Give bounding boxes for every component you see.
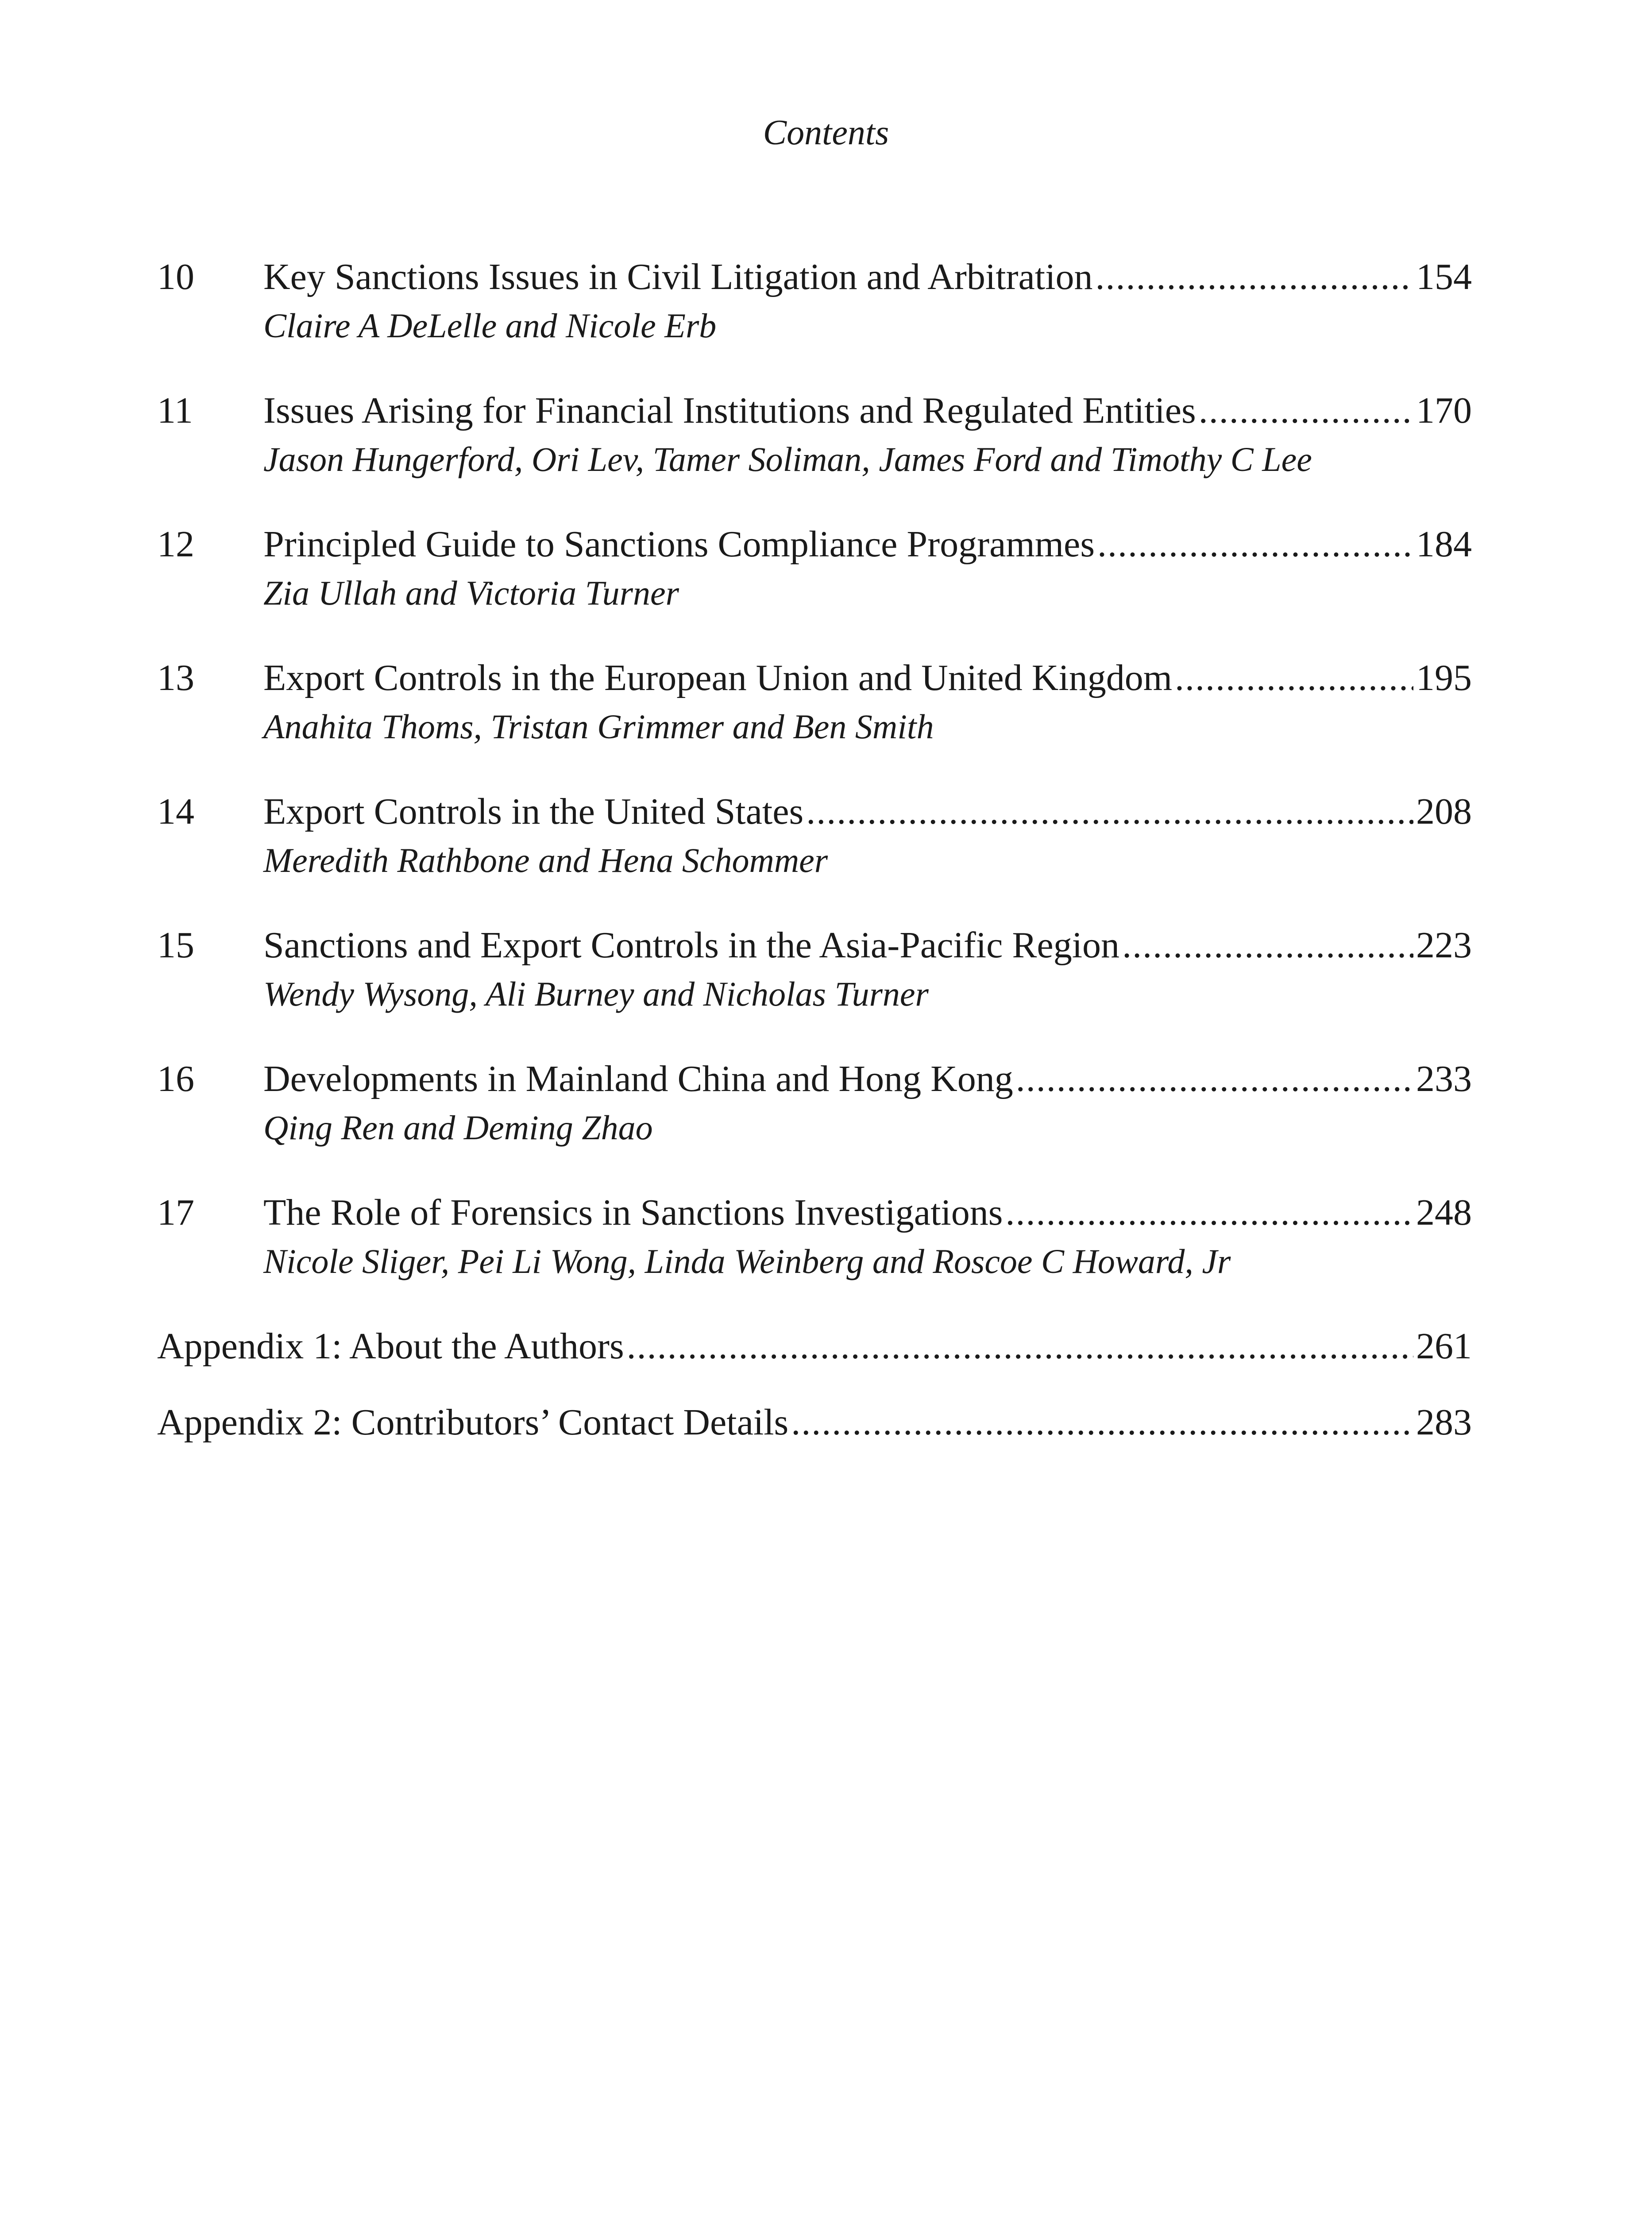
chapter-title: Export Controls in the European Union and United Kingdom: [263, 657, 1173, 698]
chapter-title: Developments in Mainland China and Hong Kong: [263, 1058, 1013, 1099]
toc-entry-chapter-16[interactable]: [157, 1054, 1472, 1152]
dot-leader: [1097, 520, 1413, 569]
page-number: 248: [1416, 1192, 1472, 1233]
running-head: Contents: [763, 113, 889, 152]
page-number: 154: [1416, 256, 1472, 297]
page-number: 233: [1416, 1058, 1472, 1099]
chapter-number: 11: [157, 390, 193, 431]
chapter-authors: Jason Hungerford, Ori Lev, Tamer Soliman, James Ford and Timothy C Lee: [263, 440, 1312, 478]
toc-entry-chapter-11[interactable]: [157, 386, 1472, 483]
chapter-authors: Anahita Thoms, Tristan Grimmer and Ben Smith: [263, 707, 934, 746]
toc-entry-chapter-13[interactable]: [157, 653, 1472, 751]
page-number: 283: [1416, 1402, 1472, 1443]
chapter-title: Sanctions and Export Controls in the Asia-Pacific Region: [263, 925, 1120, 966]
chapter-title: Export Controls in the United States: [263, 791, 804, 832]
toc-entry-chapter-17[interactable]: [157, 1188, 1472, 1285]
chapter-number: 14: [157, 791, 194, 832]
toc-entry-chapter-12[interactable]: [157, 520, 1472, 617]
page-number: 184: [1416, 524, 1472, 565]
chapter-authors: Wendy Wysong, Ali Burney and Nicholas Turner: [263, 975, 929, 1013]
page-number: 208: [1416, 791, 1472, 832]
chapter-authors: Meredith Rathbone and Hena Schommer: [263, 841, 828, 879]
dot-leader: [1199, 386, 1413, 436]
dot-leader: [1016, 1054, 1413, 1104]
page-number: 223: [1416, 925, 1472, 966]
chapter-number: 17: [157, 1192, 194, 1233]
chapter-number: 13: [157, 657, 194, 698]
toc-entry-chapter-15[interactable]: [157, 921, 1472, 1018]
toc-entry-chapter-10[interactable]: [157, 252, 1472, 350]
dot-leader: [1122, 921, 1413, 970]
dot-leader: [806, 787, 1413, 837]
dot-leader: [1175, 653, 1413, 703]
page-number: 170: [1416, 390, 1472, 431]
dot-leader: [627, 1322, 1413, 1371]
chapter-title: Issues Arising for Financial Institutions and Regulated Entities: [263, 390, 1196, 431]
dot-leader: [1095, 252, 1413, 302]
page-number: 195: [1416, 657, 1472, 698]
chapter-authors: Nicole Sliger, Pei Li Wong, Linda Weinberg and Roscoe C Howard, Jr: [263, 1242, 1231, 1280]
chapter-authors: Zia Ullah and Victoria Turner: [263, 574, 679, 612]
dot-leader: [1005, 1188, 1413, 1238]
chapter-number: 15: [157, 925, 194, 966]
chapter-title: Key Sanctions Issues in Civil Litigation and Arbitration: [263, 256, 1093, 297]
appendix-title: Appendix 2: Contributors’ Contact Details: [157, 1402, 789, 1443]
chapter-number: 10: [157, 256, 194, 297]
dot-leader: [791, 1398, 1413, 1447]
chapter-number: 12: [157, 524, 194, 565]
chapter-authors: Claire A DeLelle and Nicole Erb: [263, 306, 717, 345]
toc-entry-appendix-2[interactable]: [157, 1398, 1472, 1447]
table-of-contents: [157, 252, 1472, 1474]
toc-entry-chapter-14[interactable]: [157, 787, 1472, 884]
chapter-authors: Qing Ren and Deming Zhao: [263, 1108, 653, 1147]
page-number: 261: [1416, 1326, 1472, 1367]
chapter-title: Principled Guide to Sanctions Compliance Programmes: [263, 524, 1095, 565]
toc-entry-appendix-1[interactable]: [157, 1322, 1472, 1371]
appendix-title: Appendix 1: About the Authors: [157, 1326, 624, 1367]
chapter-number: 16: [157, 1058, 194, 1099]
chapter-title: The Role of Forensics in Sanctions Investigations: [263, 1192, 1003, 1233]
